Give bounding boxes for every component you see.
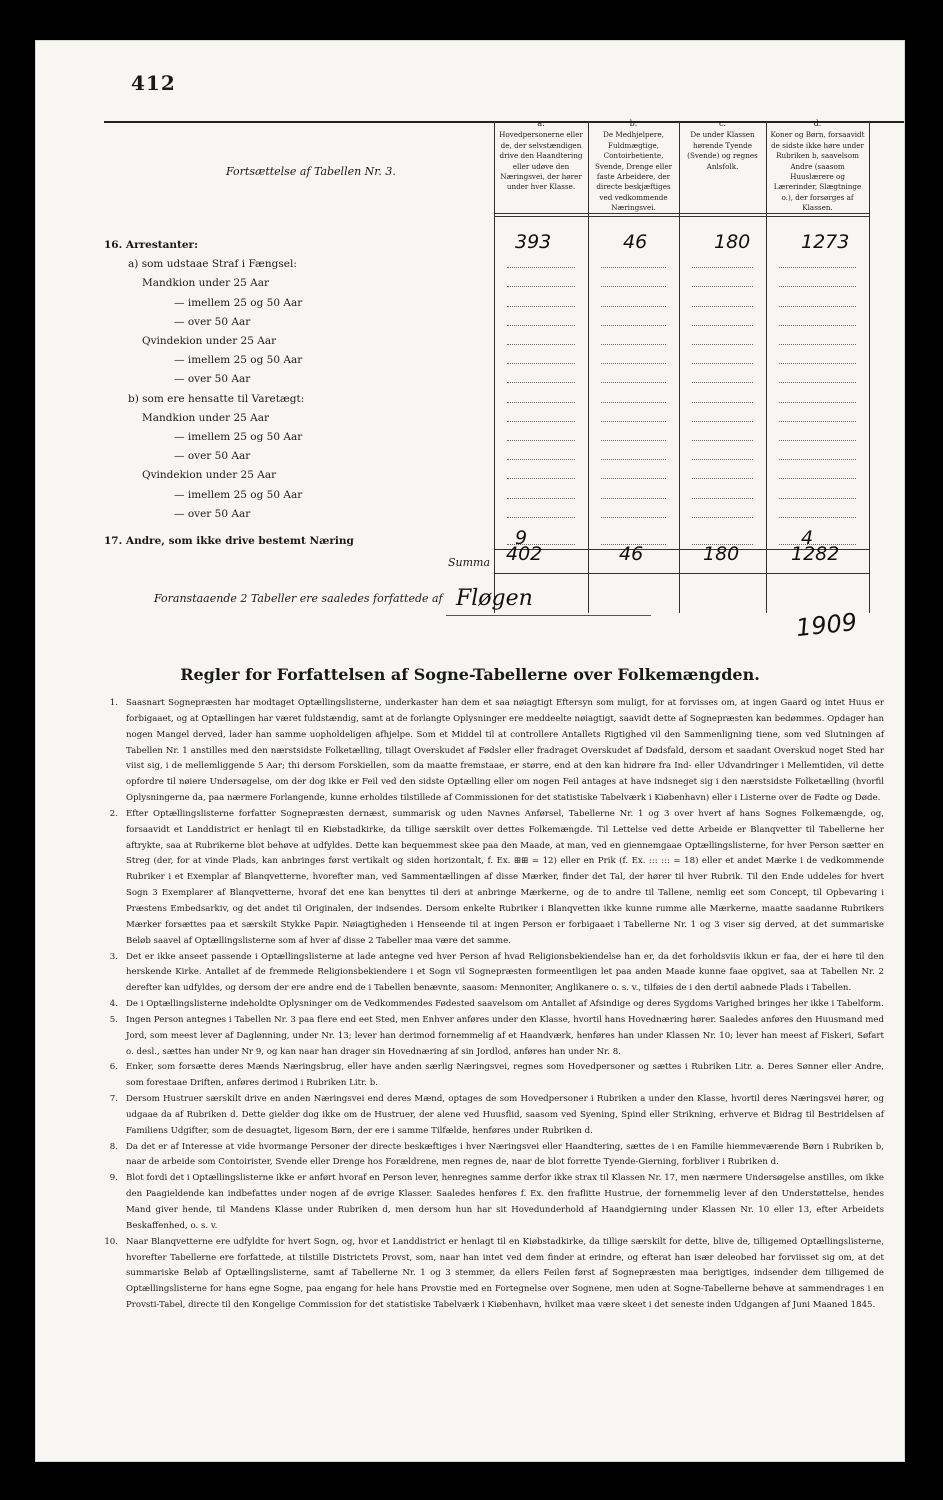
cell-leader-dots [779, 363, 856, 364]
cell-value: 9 [515, 527, 528, 549]
table-row [36, 391, 904, 410]
cell-leader-dots [601, 478, 666, 479]
summa-label: Summa [448, 556, 491, 569]
cell-leader-dots [692, 517, 753, 518]
rule-text: Enker, som forsætte deres Mænds Næringsbrug, eller have anden særlig Næringsvei, regnes som Hovedpersoner og sættes i Rubriken Litr. a. Deres Sønner eller Andre, som forestaae Driften, anføres derimod i Rubriken Litr. b. [126, 1062, 884, 1089]
table-row [36, 314, 904, 333]
rule-text: Blot fordi det i Optællingslisterne ikke er anført hvoraf en Person lever, henregnes samme derfor ikke strax til Klassen Nr. 17, men nærmere Undersøgelse anstilles, om ikke den Paagieldende kan indbefattes under nogen af de øvrige Klasser. Saaledes henføres f. Ex. den fraflitte Hustrue, der fornemmelig lever af den Understøttelse, hendes Mand giver hende, til Mandens Klasse under Rubriken d, men dersom hun har sit Hovedunderhold af Haandgierning under Klassen Nr. 10 eller 13, efter Arbeidets Beskaffenhed, o. s. v. [126, 1173, 884, 1231]
row-label: a) som udstaae Straf i Fængsel: [128, 258, 297, 271]
table-row [36, 333, 904, 352]
rule-number: 1. [109, 698, 118, 708]
cell-leader-dots [779, 459, 856, 460]
rule-number: 2. [109, 808, 118, 819]
rules-title: Regler for Forfattelsen af Sogne-Tabellerne over Folkemængden. [180, 665, 760, 684]
header-bottom-rule [494, 216, 869, 217]
rule-text: Det er ikke anseet passende i Optællingslisterne at lade antegne ved hver Person af hvad Religionsbekiendelse han er, da det forholdsviis ikkun er faa, der ei høre til den herskende Kirke. Antallet af de fremmede Religionsbekiendere i et Sogn vil Sognepræsten formeentligen let paa anden Maade kunne faae opgivet, saa at Tabellen Nr. 2 derefter kan udfyldes, og dersom der ere andre end de i Tabellen benævnte, saasom: Mennoniter, Anglikanere o. s. v., tilføies de i den dertil aabnede Plads i Tabellen. [126, 951, 884, 994]
row-label: Mandkion under 25 Aar [142, 411, 270, 424]
cell-leader-dots [692, 440, 753, 441]
row-label: — over 50 Aar [174, 373, 251, 386]
rule-paragraph [104, 1092, 884, 1140]
column-header-d: d. Koner og Børn, forsaavidt de sidste ikke høre under Rubriken b, saavelsom Andre (saasom Huuslærere og Lærerinder, Slægtninge o.), der forsørges af Klassen. [770, 119, 865, 213]
cell-leader-dots [507, 382, 575, 383]
row-label: — imellem 25 og 50 Aar [174, 354, 303, 367]
rule-number: 8. [109, 1141, 118, 1152]
cell-leader-dots [507, 402, 575, 403]
table-row [36, 506, 904, 525]
rule-paragraph [104, 1013, 884, 1061]
row-label: Qvindekion under 25 Aar [142, 469, 277, 482]
cell-leader-dots [507, 517, 575, 518]
rule-text: Naar Blanqvetterne ere udfyldte for hvert Sogn, og, hvor et Landdistrict er henlagt til en Kiøbstadkirke, da tillige særskilt for dette, blive de, tilligemed Optællingslisterne, hvorefter Tabellerne ere forfattede, at tilstille Districtets Provst, som, naar han intet ved dem finder at erindre, og efterat han især deleobed har forviisset sig om, at det summariske Beløb af Optællingslisterne, samt af Tabellerne Nr. 1 og 3 stemmer, da ellers Feilen først af Sognepræsten maa berigtiges, indsender dem tilligemed de Optællingslisterne for hans egne Sogne, paa engang for hele hans Provstie med en Fortegnelse over Sognene, men uden at Sogne-Tabellerne behøve at sammendrages i en Provsti-Tabel, directe til den Kongelige Commission for det statistiske Tabelværk i Kiøbenhavn, hvilket maa være skeet i det seneste inden Udgangen af Juni Maaned 1845. [126, 1236, 884, 1311]
cell-leader-dots [779, 286, 856, 287]
cell-value: 1273 [801, 231, 850, 253]
cell-value: 4 [801, 527, 814, 549]
cell-leader-dots [601, 421, 666, 422]
row-label: Qvindekion under 25 Aar [142, 335, 277, 347]
row-label: — over 50 Aar [174, 315, 251, 328]
column-header-b: b. De Medhjelpere, Fuldmægtige, Contoirbetiente, Svende, Drenge eller faste Arbeidere, der directe beskjæftiges ved vedkommende Næringsvei. [594, 119, 673, 213]
cell-leader-dots [601, 498, 666, 499]
cell-leader-dots [507, 325, 575, 326]
rule-paragraph [104, 950, 884, 998]
table-row [36, 352, 904, 371]
cell-leader-dots [507, 306, 575, 307]
row-label: — over 50 Aar [174, 450, 251, 463]
rule-paragraph [104, 1235, 884, 1314]
table-row [36, 467, 904, 486]
table-row [36, 256, 904, 275]
continuation-title: Fortsættelse af Tabellen Nr. 3. [226, 165, 396, 178]
cell-leader-dots [507, 286, 575, 287]
summa-bottom-rule [494, 573, 869, 574]
row-label: Mandkion under 25 Aar [142, 277, 270, 290]
rule-text: De i Optællingslisterne indeholdte Oplysninger om de Vedkommendes Fødested saavelsom om Antallet af Afsindige og deres Sygdoms Varighed bringes her ikke i Tabelform. [126, 999, 884, 1010]
cell-leader-dots [692, 267, 753, 268]
cell-leader-dots [507, 421, 575, 422]
cell-leader-dots [779, 402, 856, 403]
cell-leader-dots [601, 344, 666, 345]
cell-leader-dots [692, 459, 753, 460]
cell-leader-dots [507, 478, 575, 479]
cell-leader-dots [601, 459, 666, 460]
table-row [36, 295, 904, 314]
table-row [36, 371, 904, 390]
cell-leader-dots [601, 402, 666, 403]
rule-paragraph [104, 807, 884, 950]
rule-number: 4. [109, 999, 118, 1010]
cell-leader-dots [601, 517, 666, 518]
cell-leader-dots [779, 382, 856, 383]
row-label: b) som ere hensatte til Varetægt: [128, 392, 305, 405]
cell-leader-dots [692, 344, 753, 345]
column-header-c: c. De under Klassen hørende Tyende (Svende) og regnes Anlsfolk. [687, 119, 758, 171]
signature: Fløgen [456, 586, 533, 611]
header-bottom-rule [494, 213, 869, 214]
document-page [35, 40, 905, 1462]
summa-value-d: 1282 [791, 543, 840, 565]
row-label: — over 50 Aar [174, 507, 251, 520]
cell-leader-dots [692, 421, 753, 422]
rule-text: Dersom Hustruer særskilt drive en anden Næringsvei end deres Mænd, optages de som Hovedpersoner i Rubriken a under den Klasse, hvortil deres Næringsvei hører, og udgaae da af Rubriken d. Dette gielder dog ikke om de Hustruer, der alene ved Huusflid, saasom ved Syening, Spind eller Strikning, erhverve et Bidrag til Bestridelsen af Familiens Udgifter, som de desuagtet, ligesom Børn, der ere i samme Tilfælde, henføres under Rubriken d. [126, 1094, 884, 1136]
cell-leader-dots [692, 402, 753, 403]
cell-leader-dots [507, 440, 575, 441]
cell-leader-dots [507, 363, 575, 364]
cell-leader-dots [779, 440, 856, 441]
summa-value-a: 402 [506, 543, 543, 565]
cell-leader-dots [507, 267, 575, 268]
cell-leader-dots [601, 267, 666, 268]
rule-paragraph [104, 1060, 884, 1092]
cell-value: 180 [714, 231, 751, 253]
row-label: — imellem 25 og 50 Aar [174, 296, 303, 309]
cell-leader-dots [507, 344, 575, 345]
rule-paragraph [104, 1140, 884, 1172]
signature-underline [446, 615, 651, 616]
rules-body [104, 696, 884, 1314]
cell-leader-dots [601, 382, 666, 383]
margin-number: 1909 [794, 607, 859, 643]
cell-leader-dots [779, 344, 856, 345]
table-row [36, 487, 904, 506]
cell-leader-dots [779, 325, 856, 326]
row-label: 16. Arrestanter: [104, 239, 198, 251]
table-row [36, 429, 904, 448]
page-number: 412 [131, 71, 176, 95]
row-label: — imellem 25 og 50 Aar [174, 431, 303, 443]
cell-leader-dots [601, 325, 666, 326]
rule-text: Ingen Person antegnes i Tabellen Nr. 3 paa flere end eet Sted, men Enhver anføres under den Klasse, hvortil hans Hovednæring hører. Saaledes anføres den Huusmand med Jord, som meest lever af Daglønning, under Nr. 13; lever han derimod fornemmelig af et Haandværk, henføres han under Klassen Nr. 10; lever han meest af Fiskeri, Søfart o. desl., sættes han under Nr 9, og kan naar han drager sin Hovednæring af sin Jordlod, anføres han under Nr. 8. [126, 1014, 884, 1057]
cell-leader-dots [601, 440, 666, 441]
cell-leader-dots [507, 498, 575, 499]
table-row [36, 231, 904, 256]
cell-leader-dots [601, 306, 666, 307]
summa-value-c: 180 [703, 543, 740, 565]
cell-leader-dots [601, 286, 666, 287]
rule-text: Efter Optællingslisterne forfatter Sognepræsten dernæst, summarisk og uden Navnes Anførsel, Tabellerne Nr. 1 og 3 over hvert af hans Sognes Folkemængde, og, forsaavidt et Landdistrict er henlagt til en Kiøbstadkirke, da tillige særskilt over dettes Folkemængde. Til Lettelse ved dette Arbeide er Blanqvetter til Tabellerne her aftrykte, saa at Rubrikerne blot behøve at udfyldes. Dette kan bequemmest skee paa den Maade, at man, ved en giennemgaae Optællingslisterne, for hver Person sætter en Streg (der, for at vinde Plads, kan anbringes først vertikalt og siden horizontalt, f. Ex. ⊞⊞ = 12) eller en Prik (f. Ex. ::: ::: = 18) eller et andet Mærke i de vedkommende Rubriker i et Exemplar af Blanqvetterne, hvorefter man, ved Sammentællingen af disse Mærker, finder det Tal, der hører til hver Rubrik. Til den Ende uddeles for hvert Sogn 3 Exemplarer af Blanqvetterne, hvoraf det ene kan benyttes til deri at anbringe Mærkerne, og de to andre til Tallene, nemlig eet som Concept, til Opbevaring i Præstens Embedsarkiv, og det andet til Originalen, der indsendes. Dersom enkelte Rubriker i Blanqvetten ikke kunne rumme alle Mærkerne, maatte saadanne Rubrikers Mærker forsættes paa et særskilt Stykke Papir. Nøiagtigheden i Henseende til at ingen Person er forbigaaet i Tabellerne Nr. 1 og 3 viser sig derved, at det summariske Beløb saavel af Optællingslisterne som af hver af disse 2 Tabeller maa være det samme. [126, 808, 884, 946]
column-header-a: a. Hovedpersonerne eller de, der selvstændigen drive den Haandtering eller udøve den Næringsvei, der hører under hver Klasse. [499, 119, 583, 192]
cell-value: 46 [623, 231, 648, 253]
table-row [36, 275, 904, 294]
rule-number: 3. [109, 951, 118, 962]
rule-text: Saasnart Sognepræsten har modtaget Optællingslisterne, underkaster han dem et saa nøiagtigt Eftersyn som muligt, for at forvisses om, at ingen Gaard og intet Huus er forbigaaet, og at Optællingen har været fuldstændig, samt at de forlangte Oplysninger ere meddeelte nøiagtigt, saavidt dette af Sognepræsten kan bedømmes. Opdager han nogen Mangel derved, lader han samme uopholdeligen afhjelpe. Som et Middel til at controllere Antallets Rigtighed vil den Sammenligning tiene, som ved Slutningen af Tabellen Nr. 1 anstilles med den nærstsidste Folketælling, tillagt Overskudet af Fødsler eller fradraget Overskudet af Dødsfald, dersom et saadant Overskud noget Sted har viist sig, i de mellemliggende 5 Aar; thi dersom Forskiellen, som da maatte fremstaae, er større, end at den kan hidrøre fra Ind- eller Udvandringer i Mellemtiden, vil dette opfordre til nøiere Undersøgelse, om der dog ikke er Feil ved den sidste Optælling eller om nogen Feil antages at have indsneget sig i den nærstsidste Folketælling (hvorfil Oplysningerne da, paa nærmere Forlangende, kunne erholdes tilstillede af Commissionen for det statistiske Tabelværk i Kiøbenhavn) eller i Listerne over de Fødte og Døde. [126, 698, 884, 804]
rule-paragraph [104, 696, 884, 807]
cell-leader-dots [779, 478, 856, 479]
rule-number: 5. [109, 1014, 118, 1025]
rule-number: 10. [104, 1236, 118, 1247]
table-row [36, 410, 904, 429]
rule-number: 7. [109, 1094, 118, 1105]
cell-leader-dots [692, 382, 753, 383]
rule-number: 9. [109, 1173, 118, 1184]
cell-leader-dots [692, 325, 753, 326]
cell-leader-dots [779, 498, 856, 499]
cell-leader-dots [692, 306, 753, 307]
cell-leader-dots [692, 286, 753, 287]
cell-leader-dots [601, 363, 666, 364]
row-label: 17. Andre, som ikke drive bestemt Næring [104, 535, 354, 547]
summa-value-b: 46 [619, 543, 644, 565]
row-label: — imellem 25 og 50 Aar [174, 488, 303, 501]
rule-paragraph [104, 997, 884, 1013]
signature-line: Foranstaaende 2 Tabeller ere saaledes forfattede af [154, 592, 443, 605]
cell-leader-dots [779, 421, 856, 422]
rule-text: Da det er af Interesse at vide hvormange Personer der directe beskæftiges i hver Næringsvei eller Haandtering, sættes de i en Familie hiemmeværende Børn i Rubriken b, naar de arbeide som Contoirister, Svende eller Drenge hos Forældrene, men regnes de, naar de blot forrette Tyende-Gierning, forbliver i Rubriken d. [126, 1141, 884, 1168]
cell-leader-dots [507, 459, 575, 460]
rule-number: 6. [109, 1062, 118, 1073]
cell-value: 393 [515, 231, 552, 253]
cell-leader-dots [779, 306, 856, 307]
rule-paragraph [104, 1171, 884, 1234]
cell-leader-dots [779, 267, 856, 268]
cell-leader-dots [692, 498, 753, 499]
cell-leader-dots [692, 478, 753, 479]
table-row [36, 448, 904, 467]
cell-leader-dots [692, 363, 753, 364]
cell-leader-dots [779, 517, 856, 518]
